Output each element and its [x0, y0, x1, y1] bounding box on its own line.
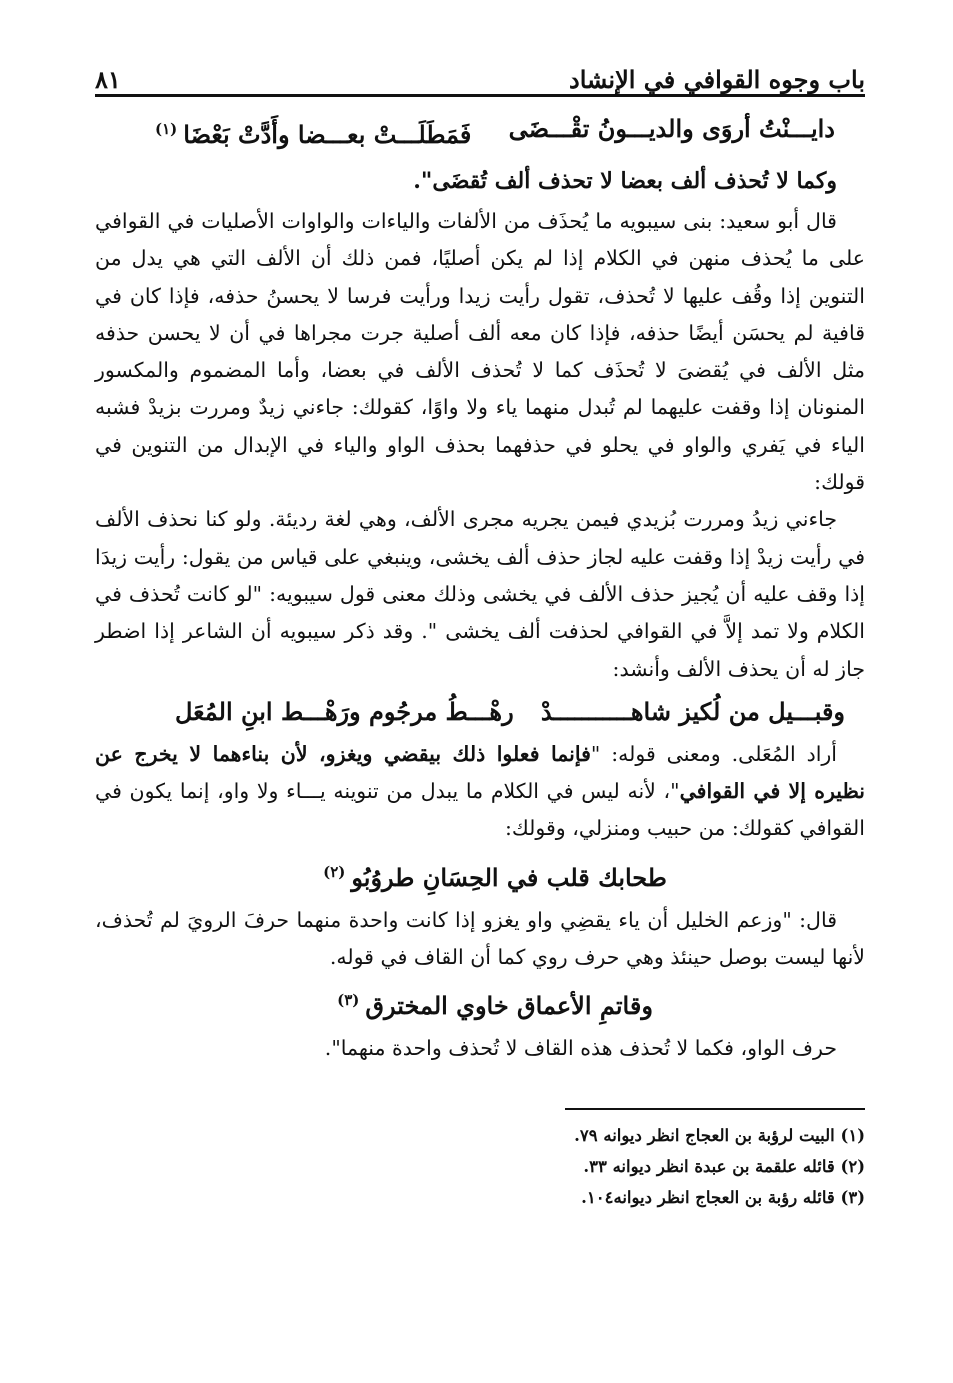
- bold-line-1: وكما لا تُحذف ألف بعضا لا تحذف ألف تُقضَى".: [413, 168, 837, 194]
- footnote-divider: [565, 1108, 865, 1110]
- paragraph-3-rest: "، لأنه ليس في الكلام ما يبدل من تنوينه يـــاء ولا واو، إنما يكون في القوافي كقولك: من حبيب ومنزلي، وقولك:: [95, 779, 865, 841]
- page-number: ٨١: [95, 65, 121, 94]
- verse-1-first-hemistich: دايـــنْتُ أروَى والديـــونُ تقْـــضَى: [508, 114, 835, 143]
- verse-3: [95, 848, 865, 902]
- footnote-1: (١) البيت لرؤبة بن العجاج انظر ديوانه ٧٩.: [574, 1125, 865, 1145]
- paragraph-1: قال أبو سعيد: بنى سيبويه ما يُحذَف من الألفات والياءات والواوات الأصليات في القوافي على ما يُحذف منهن في الكلام إذا لم يكن أصليًا، فمن ذلك أن الألف التي هي يدل من التنوين إذا وقُف عليها لا تُحذف، تقول رأيت زيدا ورأيت فرسا لا يحسنُ حذفه، فإذا كان في قافية لم يحسَن أيضًا حذفه، فإذا كان معه ألف أصلية جرت مجراها في أن لا يحسن حذفه مثل الألف في يُقضىَ لا تُحذَف كما لا تُحذف الألف في بعضا، وأما المضموم والمكسور المنونان إذا وقفت عليهما لم تُبدل منهما ياء ولا واوًا، كقولك: جاءني زيدٌ ومررت بزيدْ فشبه الياء في يَفري والواو في يحلو في حذفهما بحذف الواو والياء في الإبدال من التنوين في قولك:: [95, 209, 865, 495]
- paragraph-3: [95, 736, 865, 848]
- verse-4-text: وقاتمِ الأعماق خاوي المخترق: [365, 991, 653, 1021]
- verse-3-text: طحابك قلب في الحِسَانِ طروُبُو: [351, 862, 667, 892]
- paragraph-5: حرف الواو، فكما لا تُحذف هذه القاف لا تُحذف واحدة منهما".: [324, 1036, 837, 1061]
- verse-2: [95, 688, 865, 736]
- running-header: [95, 40, 865, 97]
- verse-1: [95, 105, 865, 159]
- verse-4: [95, 976, 865, 1030]
- footnote-mark-2: (٢): [323, 862, 346, 881]
- verse-1-second-hemistich: فَمَطَلَـــتْ بعـــضا وأَدَّتْ بَعْضَا: [183, 120, 472, 149]
- footnote-3: (٣) قائله رؤبة بن العجاج انظر ديوانه١٠٤.: [581, 1187, 865, 1207]
- footnote-mark-1: (١): [155, 120, 178, 138]
- verse-1-second-hemistich-wrap: [155, 105, 471, 159]
- verse-4-wrap: [337, 976, 653, 1030]
- header-title: باب وجوه القوافي في الإنشاد: [569, 65, 865, 94]
- verse-2-first-hemistich: وقبـــيل من لُكيز شاهـــــــــــدْ: [540, 696, 845, 726]
- page: [95, 40, 865, 1213]
- paragraph-3-intro: أراد المُعَلى. ومعنى قوله: ": [590, 741, 837, 766]
- footnote-mark-3: (٣): [337, 991, 360, 1010]
- footnote-2: (٢) قائله علقمة بن عبدة انظر ديوانه ٣٣.: [583, 1156, 865, 1176]
- paragraph-4: قال: "وزعم الخليل أن ياء يقضِي واو يغزو إذا كانت واحدة منهما حرفَ الرويَ لم تُحذف، لأنها ليست بوصل حينئذ وهي حرف روي كما أن القاف في قوله.: [95, 907, 865, 970]
- paragraph-3-quote: فإنما فعلوا ذلك بيقضي ويغزو، لأن بناءهما لا يخرج عن نظيره إلا في القوافي: [95, 741, 865, 804]
- verse-3-wrap: [323, 848, 667, 902]
- paragraph-2: جاءني زيدُ ومررت بُزيدي فيمن يجريه مجرى الألف، وهي لغة رديئة. ولو كنا نحذف الألف في رأيت زيدْ إذا وقفت عليه لجاز حذف ألف يخشى، وينبغي على قياس من يقول: رأيت زيدَا إذا وقف عليه أن يُجيز حذف الألف في يخشى وذلك معنى قول سيبويه: "لو كانت تُحذف في الكلام ولا تمد إلاَّ في القوافي لحذفت ألف يخشى ". وقد ذكر سيبويه أن الشاعر إذا اضطر جاز له أن يحذف الألف وأنشد:: [95, 507, 865, 681]
- verse-2-second-hemistich: رهْـــطُ مرجُوم ورَهْـــط ابنِ المُعَل: [175, 696, 514, 726]
